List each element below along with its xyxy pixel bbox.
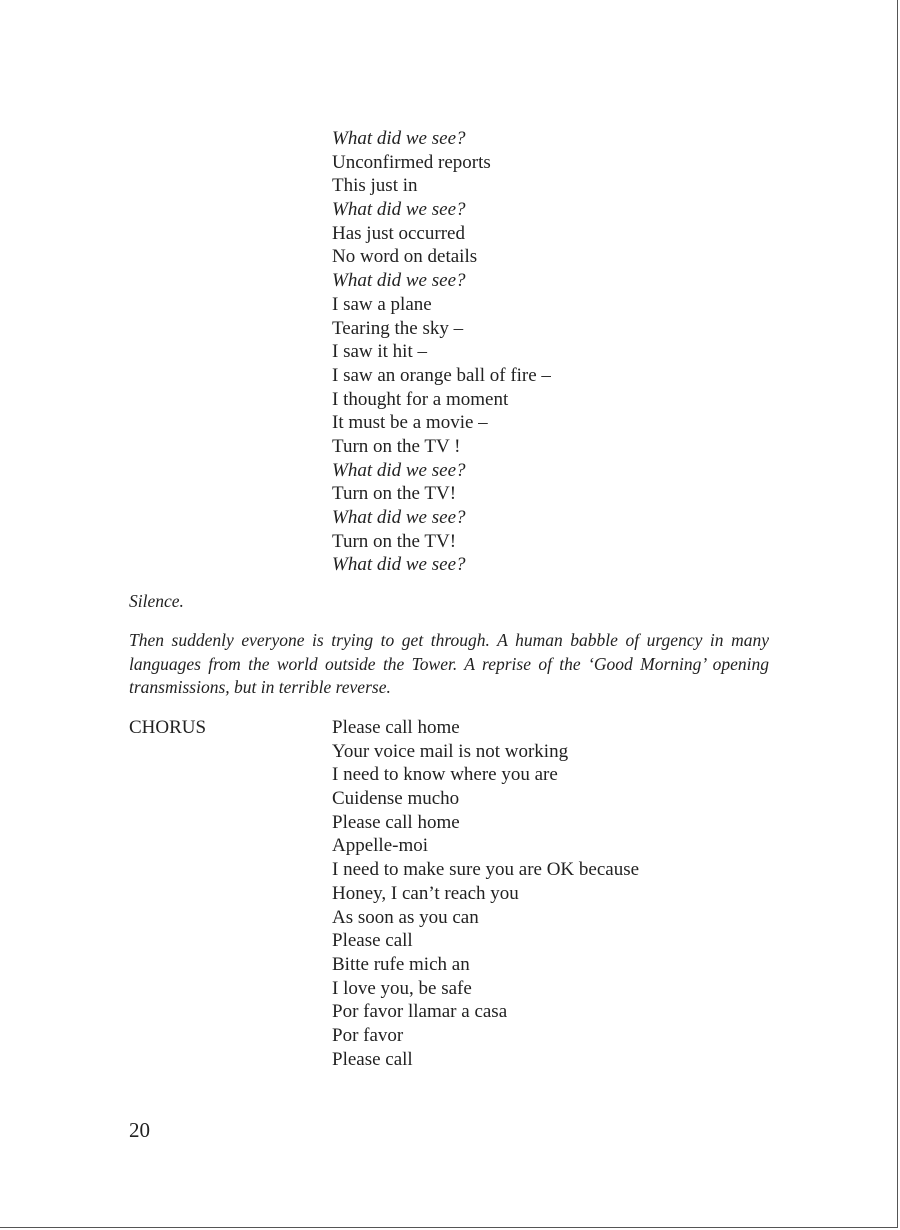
stage-direction-silence: Silence. (129, 591, 184, 611)
verse-line: It must be a movie – (332, 412, 488, 434)
verse-line: Appelle-moi (332, 835, 429, 857)
verse-line: What did we see? (332, 128, 466, 149)
stage-direction: Then suddenly everyone is trying to get through. A human babble of urgency in many languages from the world outside the Tower. A reprise of the ‘Good Morning’ opening transmissions, but in terrible reverse. (129, 630, 769, 697)
verse-line: Please call home (332, 811, 460, 833)
verse-line: No word on details (332, 246, 478, 268)
verse-line: I love you, be safe (332, 977, 472, 999)
verse-line: As soon as you can (332, 906, 479, 928)
verse-line: What did we see? (332, 199, 466, 221)
verse-line: I need to make sure you are OK because (332, 859, 640, 881)
verse-line: Por favor llamar a casa (332, 1001, 508, 1023)
verse-line: Has just occurred (332, 222, 465, 244)
verse-line: I saw it hit – (332, 341, 427, 363)
verse-block-chorus (332, 716, 639, 1071)
verse-line: Please call (332, 930, 413, 952)
verse-line: Por favor (332, 1024, 404, 1046)
verse-line: Please call (332, 1048, 413, 1070)
verse-line: I saw an orange ball of fire – (332, 364, 551, 386)
page-number: 20 (129, 1118, 150, 1142)
verse-line: Tearing the sky – (332, 317, 464, 339)
verse-line: Turn on the TV! (332, 530, 457, 552)
verse-line: What did we see? (332, 270, 466, 292)
verse-line: What did we see? (332, 507, 466, 528)
verse-line: Your voice mail is not working (332, 740, 569, 762)
verse-line: Cuidense mucho (332, 788, 460, 810)
verse-line: What did we see? (332, 459, 466, 481)
verse-line: I need to know where you are (332, 764, 558, 786)
verse-line: Please call home (332, 717, 460, 738)
verse-block-broadcast (332, 127, 551, 577)
verse-line: Turn on the TV! (332, 483, 457, 505)
verse-line: Unconfirmed reports (332, 151, 491, 173)
verse-line: This just in (332, 175, 418, 197)
verse-line: I thought for a moment (332, 388, 509, 410)
verse-line: Bitte rufe mich an (332, 953, 470, 975)
verse-line: Honey, I can’t reach you (332, 882, 519, 904)
verse-line: Turn on the TV ! (332, 435, 461, 457)
verse-line: What did we see? (332, 554, 466, 576)
speaker-name: CHORUS (129, 717, 207, 738)
verse-line: I saw a plane (332, 293, 432, 315)
